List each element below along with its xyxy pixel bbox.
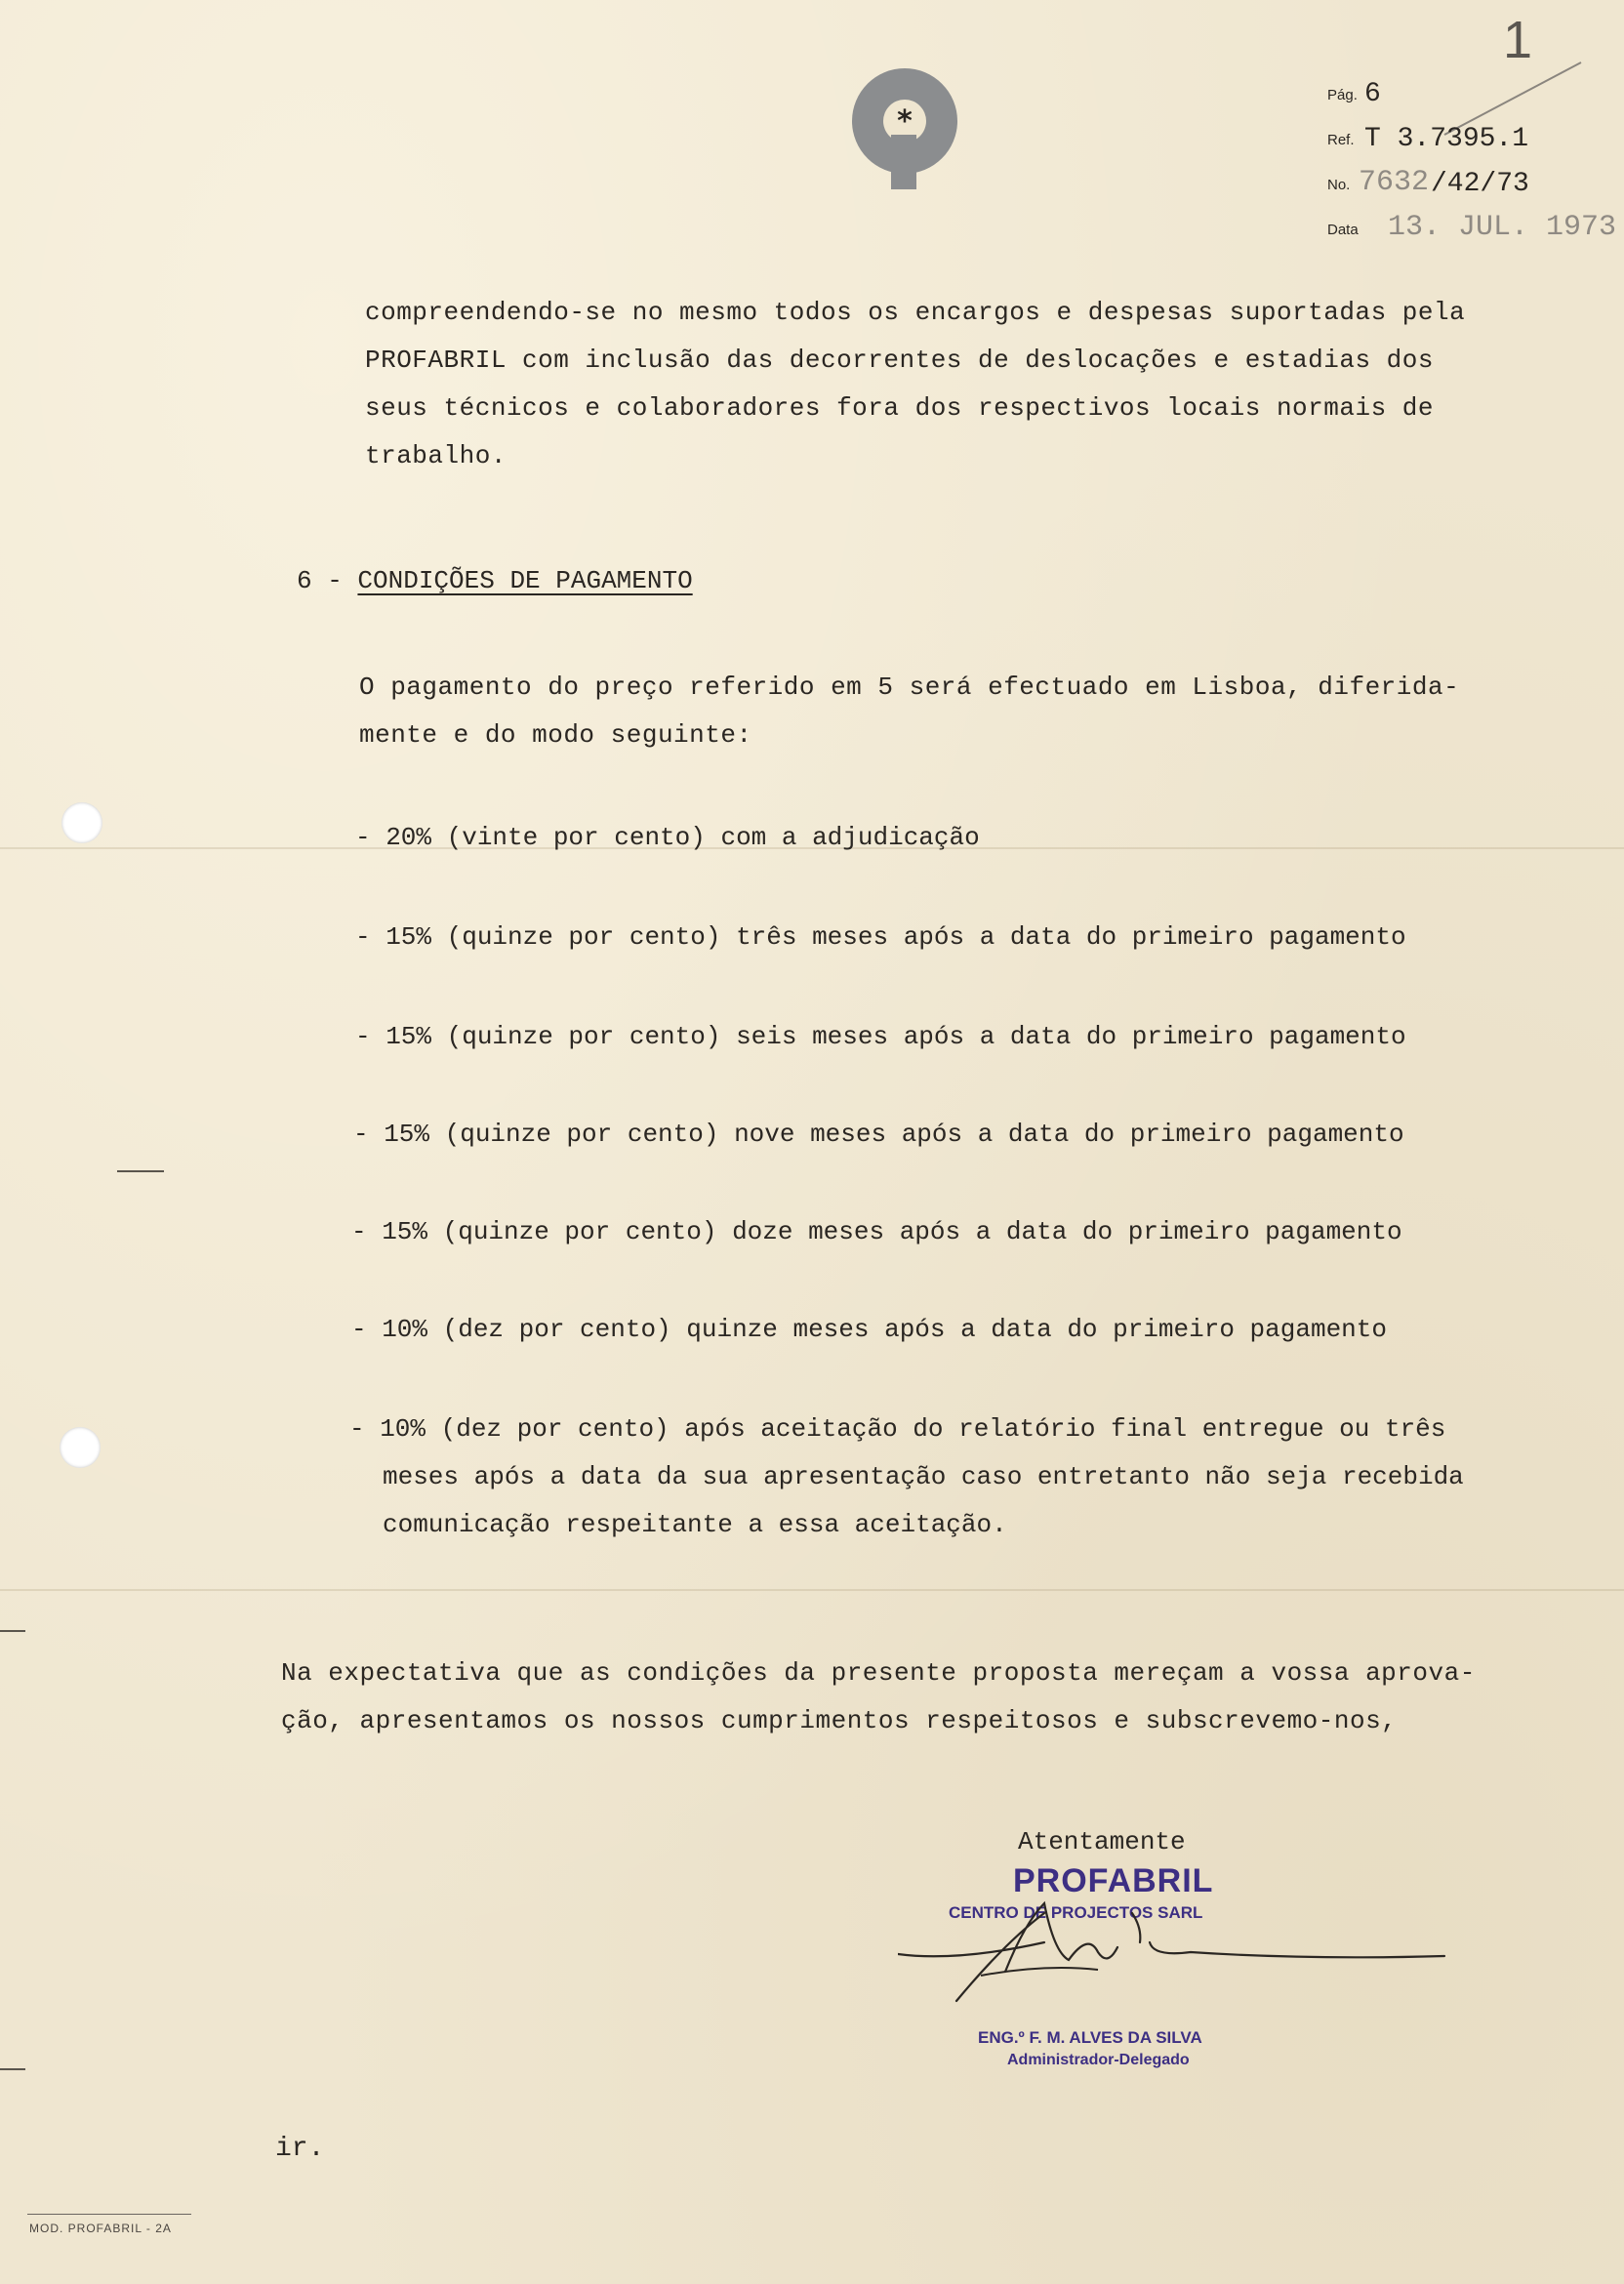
page-label: Pág. (1327, 87, 1358, 103)
intro-paragraph (365, 289, 1465, 480)
profabril-logo-icon (847, 66, 962, 189)
payment-item-line: comunicação respeitante a essa aceitação. (383, 1510, 1007, 1539)
payment-intro-line: O pagamento do preço referido em 5 será efectuado em Lisboa, diferida- (359, 673, 1460, 702)
svg-text:*: * (897, 104, 913, 139)
number-suffix: /42/73 (1431, 169, 1529, 199)
payment-item-line: meses após a data da sua apresentação caso entretanto não seja recebida (383, 1462, 1464, 1491)
closing-line: ção, apresentamos os nossos cumprimentos respeitosos e subscrevemo-nos, (281, 1706, 1398, 1735)
payment-item-line: - 10% (dez por cento) após aceitação do relatório final entregue ou três (349, 1414, 1446, 1444)
date-label: Data (1327, 222, 1359, 238)
form-footer: MOD. PROFABRIL - 2A (29, 2222, 172, 2235)
number-stamp: 7632 (1359, 166, 1430, 199)
handwritten-signature (898, 1874, 1454, 2011)
payment-item: - 10% (dez por cento) quinze meses após a data do primeiro pagamento (351, 1315, 1387, 1344)
date-stamp: 13. JUL. 1973 (1388, 211, 1617, 244)
company-subtitle-stamp: CENTRO DE PROJECTOS SARL (949, 1903, 1203, 1922)
payment-intro-paragraph (359, 664, 1459, 759)
intro-line: PROFABRIL com inclusão das decorrentes de deslocações e estadias dos (365, 346, 1434, 375)
payment-item: - 15% (quinze por cento) seis meses após a data do primeiro pagamento (355, 1022, 1406, 1051)
closing-salutation: Atentamente (1018, 1827, 1186, 1856)
signature-block (898, 1855, 1454, 2099)
payment-item (349, 1406, 1464, 1549)
typist-initials: ir. (275, 2134, 325, 2164)
payment-intro-line: mente e do modo seguinte: (359, 720, 752, 750)
intro-line: seus técnicos e colaboradores fora dos respectivos locais normais de (365, 393, 1434, 423)
ref-value: T 3.7395.1 (1364, 124, 1529, 154)
punch-hole (61, 802, 102, 843)
ref-label: Ref. (1327, 132, 1355, 148)
punch-hole (60, 1427, 101, 1468)
footer-rule (27, 2214, 191, 2215)
signatory-role: Administrador-Delegado (1007, 2052, 1190, 2068)
paper-fold (0, 1589, 1624, 1591)
number-label: No. (1327, 177, 1351, 193)
margin-mark (0, 1630, 25, 1632)
signatory-name: ENG.º F. M. ALVES DA SILVA (978, 2028, 1202, 2047)
payment-item: - 15% (quinze por cento) três meses após a data do primeiro pagamento (355, 922, 1406, 952)
company-stamp: PROFABRIL (1013, 1862, 1214, 1899)
closing-paragraph (281, 1650, 1476, 1745)
intro-line: compreendendo-se no mesmo todos os encargos e despesas suportadas pela (365, 298, 1466, 327)
closing-line: Na expectativa que as condições da presente proposta mereçam a vossa aprova- (281, 1658, 1476, 1688)
payment-item: - 20% (vinte por cento) com a adjudicação (355, 823, 980, 852)
section-title: CONDIÇÕES DE PAGAMENTO (357, 566, 693, 595)
section-number: 6 - (297, 566, 343, 595)
margin-mark (0, 2068, 25, 2070)
intro-line: trabalho. (365, 441, 507, 470)
payment-item: - 15% (quinze por cento) doze meses após a data do primeiro pagamento (351, 1217, 1402, 1246)
margin-mark (117, 1170, 164, 1172)
payment-item: - 15% (quinze por cento) nove meses após a data do primeiro pagamento (353, 1120, 1404, 1149)
handwritten-page-mark: 1 (1503, 11, 1533, 69)
page-number: 6 (1364, 79, 1381, 109)
section-heading (297, 566, 693, 595)
